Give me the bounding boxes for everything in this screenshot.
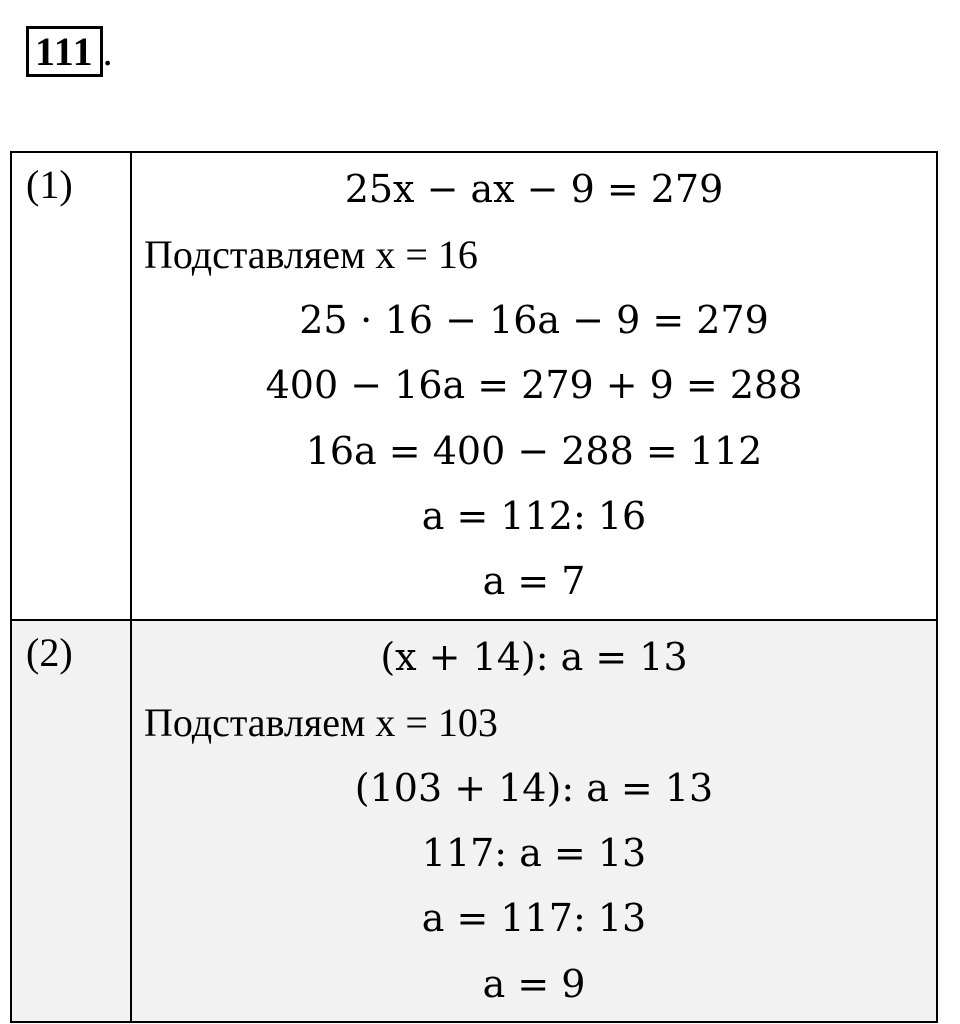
part-1-step-3: 16a = 400 − 288 = 112 (305, 428, 763, 473)
part-2-step-2: 117: a = 13 (421, 830, 647, 875)
problem-number (26, 26, 113, 77)
part-2-label: (2) (11, 620, 131, 1022)
part-1-step-4: a = 112: 16 (421, 493, 647, 538)
part-1-content (131, 152, 937, 620)
part-1-step-2: 400 − 16a = 279 + 9 = 288 (265, 363, 803, 408)
part-2-step-3: a = 117: 13 (421, 896, 647, 941)
problem-number-box: 111 (26, 26, 103, 77)
part-2-content (131, 620, 937, 1022)
solution-table (10, 151, 938, 1023)
part-2-step-1: (103 + 14): a = 13 (354, 765, 714, 810)
part-1-equation: 25x − ax − 9 = 279 (344, 167, 724, 211)
part-1-row (11, 152, 937, 620)
part-1-step-1: 25 ⋅ 16 − 16a − 9 = 279 (299, 297, 769, 342)
part-2-equation: (x + 14): a = 13 (380, 634, 688, 679)
part-1-label: (1) (11, 152, 131, 620)
part-1-substitution: Подставляем x = 16 (144, 232, 478, 278)
problem-number-dot: . (102, 29, 113, 74)
part-2-answer: a = 9 (482, 961, 586, 1006)
part-2-substitution: Подставляем x = 103 (144, 700, 498, 746)
part-2-row (11, 620, 937, 1022)
part-1-answer: a = 7 (482, 559, 586, 604)
